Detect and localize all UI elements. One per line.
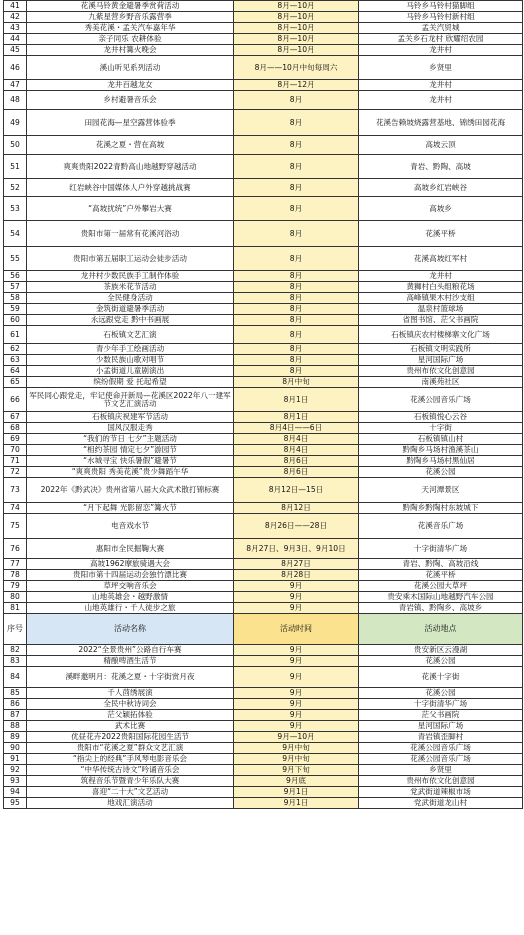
activity-place: 花溪平桥	[359, 221, 523, 247]
row-number: 81	[4, 603, 27, 614]
activity-place: 乡贤里	[359, 56, 523, 80]
activity-time: 9月	[234, 667, 359, 688]
activity-name: 贵阳市第一届常有花溪河浴动	[27, 221, 234, 247]
row-number: 83	[4, 656, 27, 667]
activity-place: 黔陶乡马场村渔溪茶山	[359, 445, 523, 456]
table-row	[4, 315, 523, 326]
activity-place: 花溪公园大草坪	[359, 581, 523, 592]
activity-name: 2022“全景贵州”公路自行车赛	[27, 645, 234, 656]
row-number: 79	[4, 581, 27, 592]
activity-place: 党武街道辣椒市场	[359, 787, 523, 798]
table-row	[4, 688, 523, 699]
activity-name: 高坡1962摩旅骑遇大会	[27, 559, 234, 570]
activity-name: 喜迎“二十大”文艺活动	[27, 787, 234, 798]
activity-name: 精酿啤酒生活节	[27, 656, 234, 667]
activity-time: 8月—10月	[234, 12, 359, 23]
activity-place: 星河国际广场	[359, 721, 523, 732]
table-row	[4, 377, 523, 388]
activity-schedule-table	[3, 0, 523, 809]
activity-time: 8月	[234, 91, 359, 110]
activity-place: 黔陶乡马场村黑仙居	[359, 456, 523, 467]
activity-time: 9月1日	[234, 787, 359, 798]
activity-time: 8月	[234, 293, 359, 304]
table-row	[4, 559, 523, 570]
activity-name: “相约茶园 情定七夕”游园节	[27, 445, 234, 456]
activity-name: “月下起舞 光影留恋”篝火节	[27, 503, 234, 514]
activity-place: 黔陶乡黔陶村东坡城下	[359, 503, 523, 514]
table-row	[4, 23, 523, 34]
activity-time: 9月	[234, 603, 359, 614]
activity-name: “指尖上的经典”手风琴电影音乐会	[27, 754, 234, 765]
activity-name: 茫父颖拓体验	[27, 710, 234, 721]
table-row	[4, 667, 523, 688]
activity-time: 8月—10月	[234, 45, 359, 56]
activity-place: 高坡云顶	[359, 136, 523, 155]
activity-name: 田园花海—星空露营体验季	[27, 110, 234, 136]
row-number: 69	[4, 434, 27, 445]
table-row	[4, 197, 523, 221]
activity-time: 8月	[234, 179, 359, 197]
row-number: 61	[4, 326, 27, 344]
table-row	[4, 155, 523, 179]
table-row	[4, 743, 523, 754]
activity-name: 亲子同乐 农耕体验	[27, 34, 234, 45]
row-number: 68	[4, 423, 27, 434]
row-number: 73	[4, 478, 27, 503]
activity-place: 马铃乡马铃村新村组	[359, 12, 523, 23]
activity-time: 8月	[234, 110, 359, 136]
row-number: 77	[4, 559, 27, 570]
header-activity-name: 活动名称	[27, 614, 234, 645]
activity-name: 草坪交响音乐会	[27, 581, 234, 592]
activity-place: 石板镇悦心云谷	[359, 412, 523, 423]
activity-time: 8月28日	[234, 570, 359, 581]
activity-name: 惠阳市全民掘鞠大赛	[27, 539, 234, 559]
activity-name: 贵阳市“花溪之夏”群众文艺汇演	[27, 743, 234, 754]
activity-time: 8月—10月	[234, 1, 359, 12]
activity-time: 8月1日	[234, 412, 359, 423]
activity-place: 石板镇镇山村	[359, 434, 523, 445]
activity-time: 8月	[234, 344, 359, 355]
header-number: 序号	[4, 614, 27, 645]
activity-place: 花溪公园音乐广场	[359, 754, 523, 765]
table-row	[4, 603, 523, 614]
row-number: 48	[4, 91, 27, 110]
table-row	[4, 1, 523, 12]
table-row	[4, 304, 523, 315]
activity-place: 星河国际广场	[359, 355, 523, 366]
activity-time: 8月27日	[234, 559, 359, 570]
table-row	[4, 412, 523, 423]
activity-place: 南溪苑社区	[359, 377, 523, 388]
activity-place: 十字街清华广场	[359, 539, 523, 559]
table-row	[4, 710, 523, 721]
activity-time: 8月	[234, 282, 359, 293]
table-row	[4, 539, 523, 559]
activity-place: 花溪公园音乐广场	[359, 388, 523, 412]
activity-time: 9月下旬	[234, 765, 359, 776]
row-number: 64	[4, 366, 27, 377]
activity-name: 秀美花溪・孟关汽车嘉年华	[27, 23, 234, 34]
table-row	[4, 34, 523, 45]
row-number: 52	[4, 179, 27, 197]
row-number: 95	[4, 798, 27, 809]
row-number: 86	[4, 699, 27, 710]
activity-time: 8月	[234, 197, 359, 221]
activity-place: 石板镇文明实践所	[359, 344, 523, 355]
table-row	[4, 514, 523, 539]
activity-place: 花溪公园	[359, 688, 523, 699]
activity-place: 高坡乡	[359, 197, 523, 221]
table-row	[4, 80, 523, 91]
row-number: 54	[4, 221, 27, 247]
activity-place: 花溪音乐广场	[359, 514, 523, 539]
activity-time: 9月底	[234, 776, 359, 787]
row-number: 59	[4, 304, 27, 315]
row-number: 50	[4, 136, 27, 155]
activity-time: 8月27日、9月3日、9月10日	[234, 539, 359, 559]
row-number: 87	[4, 710, 27, 721]
activity-time: 8月6日	[234, 467, 359, 478]
activity-time: 9月中旬	[234, 743, 359, 754]
row-number: 84	[4, 667, 27, 688]
row-number: 57	[4, 282, 27, 293]
table-body-bottom	[4, 645, 523, 809]
table-row	[4, 344, 523, 355]
table-row	[4, 434, 523, 445]
row-number: 43	[4, 23, 27, 34]
row-number: 51	[4, 155, 27, 179]
activity-place: 龙井村	[359, 271, 523, 282]
activity-name: 优昼花卉2022贵阳国际花园生活节	[27, 732, 234, 743]
activity-name: 军民同心跟党走，牢记使命开新局—花溪区2022年八一建军节文艺汇演活动	[27, 388, 234, 412]
activity-place: 天河潭景区	[359, 478, 523, 503]
activity-name: 山地英雄会・越野激情	[27, 592, 234, 603]
table-row	[4, 732, 523, 743]
activity-time: 8月1日	[234, 388, 359, 412]
activity-name: 全民中秋诗词会	[27, 699, 234, 710]
activity-place: 青岩、黔陶、高坡沿线	[359, 559, 523, 570]
activity-name: 花溪之夏・营在高坡	[27, 136, 234, 155]
table-row	[4, 56, 523, 80]
table-row	[4, 776, 523, 787]
activity-time: 9月	[234, 699, 359, 710]
activity-place: 乡贤里	[359, 765, 523, 776]
row-number: 72	[4, 467, 27, 478]
activity-name: 千人茴绣展演	[27, 688, 234, 699]
activity-time: 8月	[234, 155, 359, 179]
activity-time: 9月中旬	[234, 754, 359, 765]
activity-name: “爽爽贵阳 秀美花溪”贵少舞蹈午华	[27, 467, 234, 478]
table-row	[4, 282, 523, 293]
activity-time: 8月——10月中旬每周六	[234, 56, 359, 80]
activity-place: 省图书馆、茫父书画院	[359, 315, 523, 326]
activity-name: 少数民族山歌对唱节	[27, 355, 234, 366]
activity-time: 8月中旬	[234, 377, 359, 388]
row-number: 75	[4, 514, 27, 539]
activity-place: 贵安新区云漫湖	[359, 645, 523, 656]
activity-name: 金筑街道避暑季活动	[27, 304, 234, 315]
activity-time: 8月4日——6日	[234, 423, 359, 434]
table-row	[4, 581, 523, 592]
row-number: 74	[4, 503, 27, 514]
table-row	[4, 592, 523, 603]
activity-time: 8月	[234, 271, 359, 282]
activity-time: 8月	[234, 366, 359, 377]
table-row	[4, 247, 523, 271]
table-body-top	[4, 1, 523, 614]
row-number: 47	[4, 80, 27, 91]
table-row	[4, 326, 523, 344]
activity-place: 贵州布依文化创意园	[359, 366, 523, 377]
activity-name: 乡村避暑音乐会	[27, 91, 234, 110]
activity-name: 青少年手工绘画活动	[27, 344, 234, 355]
activity-time: 8月	[234, 136, 359, 155]
table-row	[4, 478, 523, 503]
activity-place: 花溪公园	[359, 656, 523, 667]
table-row	[4, 136, 523, 155]
activity-name: 茶族米花节活动	[27, 282, 234, 293]
activity-place: 青岩、黔陶、高坡	[359, 155, 523, 179]
activity-name: “我们的节日 七夕”主题活动	[27, 434, 234, 445]
activity-name: 爽爽贵阳2022青黔高山地越野穿越活动	[27, 155, 234, 179]
table-row	[4, 179, 523, 197]
row-number: 46	[4, 56, 27, 80]
table-row	[4, 91, 523, 110]
table-row	[4, 798, 523, 809]
table-row	[4, 366, 523, 377]
activity-time: 8月	[234, 355, 359, 366]
row-number: 76	[4, 539, 27, 559]
row-number: 90	[4, 743, 27, 754]
table-header	[4, 614, 523, 645]
activity-place: 花溪高坡红军村	[359, 247, 523, 271]
activity-place: 孟关汽贸城	[359, 23, 523, 34]
row-number: 70	[4, 445, 27, 456]
activity-name: 电音戏水节	[27, 514, 234, 539]
table-row	[4, 456, 523, 467]
activity-time: 9月	[234, 592, 359, 603]
activity-place: 龙井村	[359, 80, 523, 91]
table-row	[4, 721, 523, 732]
activity-time: 9月—10月	[234, 732, 359, 743]
activity-time: 8月	[234, 326, 359, 344]
table-row	[4, 656, 523, 667]
activity-name: 九紫星营乡野音乐露营季	[27, 12, 234, 23]
activity-time: 8月	[234, 304, 359, 315]
activity-place: 高坡乡红岩峡谷	[359, 179, 523, 197]
activity-time: 8月—10月	[234, 23, 359, 34]
row-number: 94	[4, 787, 27, 798]
activity-name: 国风汉服走秀	[27, 423, 234, 434]
activity-time: 9月	[234, 581, 359, 592]
row-number: 44	[4, 34, 27, 45]
row-number: 42	[4, 12, 27, 23]
activity-time: 8月12日	[234, 503, 359, 514]
table-row	[4, 445, 523, 456]
activity-time: 8月	[234, 247, 359, 271]
activity-time: 8月	[234, 221, 359, 247]
activity-name: 小孟街道儿童剧演出	[27, 366, 234, 377]
activity-name: 2022年《黔武决》贵州省第八届大众武术散打锦标赛	[27, 478, 234, 503]
activity-name: 石板镇文艺汇演	[27, 326, 234, 344]
activity-name: 龙井村篝火晚会	[27, 45, 234, 56]
activity-time: 9月1日	[234, 798, 359, 809]
table-row	[4, 570, 523, 581]
row-number: 78	[4, 570, 27, 581]
table-row	[4, 645, 523, 656]
row-number: 62	[4, 344, 27, 355]
activity-place: 花溪公园音乐广场	[359, 743, 523, 754]
activity-place: 龙井村	[359, 45, 523, 56]
activity-name: “高坡扰统”户外攀岩大赛	[27, 197, 234, 221]
activity-place: 马铃乡马铃村猫脚组	[359, 1, 523, 12]
activity-place: 龙井村	[359, 91, 523, 110]
activity-time: 9月	[234, 656, 359, 667]
row-number: 93	[4, 776, 27, 787]
table-row	[4, 355, 523, 366]
activity-name: 贵阳市第五届职工运动会徒步活动	[27, 247, 234, 271]
table-row	[4, 388, 523, 412]
row-number: 65	[4, 377, 27, 388]
activity-place: 石板镇庆农村楼梯寨文化广场	[359, 326, 523, 344]
row-number: 45	[4, 45, 27, 56]
row-number: 53	[4, 197, 27, 221]
row-number: 92	[4, 765, 27, 776]
header-row	[4, 614, 523, 645]
table-row	[4, 699, 523, 710]
row-number: 85	[4, 688, 27, 699]
activity-time: 8月4日	[234, 445, 359, 456]
activity-name: 地戏汇演活动	[27, 798, 234, 809]
row-number: 56	[4, 271, 27, 282]
activity-time: 8月12日—15日	[234, 478, 359, 503]
activity-time: 9月	[234, 688, 359, 699]
row-number: 49	[4, 110, 27, 136]
activity-place: 花溪告赖坡烧露营基地、锦绣田园花海	[359, 110, 523, 136]
activity-place: 青岩镇歪脚村	[359, 732, 523, 743]
table-row	[4, 45, 523, 56]
activity-time: 8月—12月	[234, 80, 359, 91]
activity-place: 十字街	[359, 423, 523, 434]
activity-name: “水城寻宝 快乐暑假”避暑节	[27, 456, 234, 467]
activity-name: 筑程音乐节暨青少年乐队大赛	[27, 776, 234, 787]
table-row	[4, 787, 523, 798]
row-number: 41	[4, 1, 27, 12]
activity-place: 十字街清华广场	[359, 699, 523, 710]
row-number: 67	[4, 412, 27, 423]
activity-time: 8月—10月	[234, 34, 359, 45]
activity-place: 花溪公园	[359, 467, 523, 478]
table-row	[4, 221, 523, 247]
table-row	[4, 765, 523, 776]
activity-place: 党武街道龙山村	[359, 798, 523, 809]
activity-place: 黄狮村白头组粮花场	[359, 282, 523, 293]
header-activity-time: 活动时间	[234, 614, 359, 645]
activity-time: 9月	[234, 721, 359, 732]
row-number: 58	[4, 293, 27, 304]
table-row	[4, 503, 523, 514]
table-row	[4, 754, 523, 765]
row-number: 63	[4, 355, 27, 366]
activity-name: 花溪马铃黄金避暑季赏荷活动	[27, 1, 234, 12]
table-row	[4, 110, 523, 136]
activity-place: 贵州布依文化创意园	[359, 776, 523, 787]
activity-name: 石板镇庆祝建军节活动	[27, 412, 234, 423]
activity-name: 永远跟党走 黔中书画展	[27, 315, 234, 326]
activity-name: 全民健身活动	[27, 293, 234, 304]
activity-time: 8月26日——28日	[234, 514, 359, 539]
activity-time: 8月	[234, 315, 359, 326]
row-number: 60	[4, 315, 27, 326]
row-number: 66	[4, 388, 27, 412]
activity-name: 贵阳市第十四届运动会独竹漂比赛	[27, 570, 234, 581]
activity-name: 红岩峡谷中国媒体人户外穿越挑战赛	[27, 179, 234, 197]
row-number: 82	[4, 645, 27, 656]
activity-time: 8月4日	[234, 434, 359, 445]
activity-time: 9月	[234, 710, 359, 721]
activity-time: 8月6日	[234, 456, 359, 467]
row-number: 89	[4, 732, 27, 743]
activity-name: “中华传统古诗文”吟诵音乐会	[27, 765, 234, 776]
activity-place: 青岩镇、黔陶乡、高坡乡	[359, 603, 523, 614]
activity-time: 9月	[234, 645, 359, 656]
activity-name: 溪山听见系列活动	[27, 56, 234, 80]
activity-place: 茫父书画院	[359, 710, 523, 721]
table-row	[4, 293, 523, 304]
row-number: 71	[4, 456, 27, 467]
activity-place: 高峰镇果木村沙支组	[359, 293, 523, 304]
row-number: 91	[4, 754, 27, 765]
activity-name: 溪畔邀明月：花溪之夏・十字街赏月夜	[27, 667, 234, 688]
table-row	[4, 467, 523, 478]
activity-place: 温泉村篮球场	[359, 304, 523, 315]
row-number: 88	[4, 721, 27, 732]
table-row	[4, 12, 523, 23]
activity-place: 花溪十字街	[359, 667, 523, 688]
activity-name: 龙井村少数民族手工制作体验	[27, 271, 234, 282]
activity-name: 山地英雄行・千人徒步之旅	[27, 603, 234, 614]
table-row	[4, 271, 523, 282]
table-row	[4, 423, 523, 434]
activity-name: 武术比赛	[27, 721, 234, 732]
activity-place: 孟关乡石龙村 欣耀绍农园	[359, 34, 523, 45]
header-activity-place: 活动地点	[359, 614, 523, 645]
activity-name: 缤纷假期 爱 托起希望	[27, 377, 234, 388]
activity-place: 花溪平桥	[359, 570, 523, 581]
activity-place: 贵安乘木国际山地越野汽车公园	[359, 592, 523, 603]
activity-name: 龙井百越龙女	[27, 80, 234, 91]
row-number: 80	[4, 592, 27, 603]
row-number: 55	[4, 247, 27, 271]
